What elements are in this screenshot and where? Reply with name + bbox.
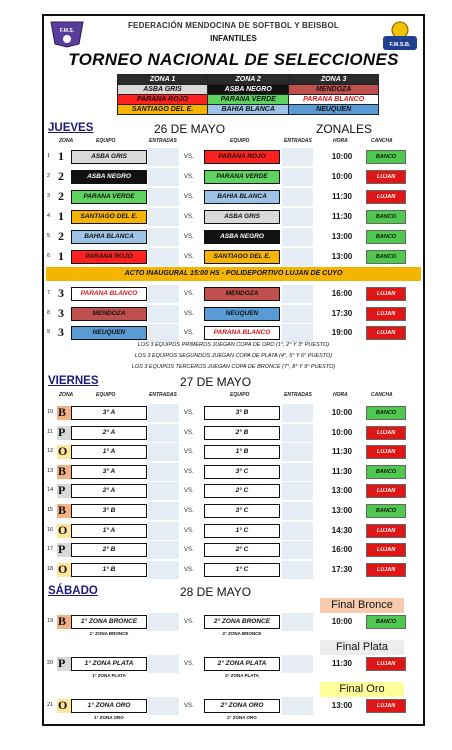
- home-runs-field: [148, 148, 179, 166]
- field-badge: LUJAN: [366, 170, 406, 184]
- zone-label: P: [58, 656, 66, 670]
- game-row: [44, 187, 423, 207]
- game-row: [44, 284, 423, 304]
- zone-label: B: [58, 463, 67, 478]
- field-badge: LUJAN: [366, 287, 406, 301]
- away-team: PARANA BLANCO: [204, 326, 280, 340]
- zone-label: 2: [58, 169, 64, 183]
- logo-left-text: F.M.S.: [59, 28, 75, 34]
- zone-label: 1: [58, 149, 64, 163]
- away-runs-field: [282, 463, 313, 481]
- game-row: [44, 207, 423, 227]
- zone-label: P: [58, 483, 66, 498]
- away-runs-field: [282, 502, 313, 520]
- away-team: SANTIAGO DEL E.: [204, 250, 280, 264]
- home-team: 3° B: [71, 504, 147, 518]
- field-badge: LUJAN: [366, 426, 406, 440]
- schedule-sheet: [42, 14, 425, 726]
- day-sabado: SÁBADO: [48, 585, 98, 597]
- final-label: Final Plata: [320, 640, 404, 655]
- away-team: 1° C: [204, 563, 280, 577]
- vs-label: VS.: [184, 547, 194, 554]
- away-team: NEUQUEN: [204, 307, 280, 321]
- final-label: Final Oro: [320, 682, 404, 697]
- col-equipo: EQUIPO: [96, 138, 116, 144]
- home-runs-field: [148, 305, 179, 323]
- away-team: 1° B: [204, 445, 280, 459]
- vs-label: VS.: [184, 703, 194, 709]
- away-team: ASBA GRIS: [204, 210, 280, 224]
- zone-team-cell: SANTIAGO DEL E.: [118, 105, 208, 115]
- vs-label: VS.: [184, 234, 194, 240]
- game-time: 14:30: [331, 525, 353, 535]
- game-row: [44, 227, 423, 247]
- logo-right-text: F.M.S.B.: [389, 42, 411, 48]
- home-team: NEUQUEN: [71, 326, 147, 340]
- game-row: [44, 654, 423, 674]
- zone-label: O: [58, 522, 68, 537]
- away-runs-field: [282, 443, 313, 461]
- away-runs-field: [282, 285, 313, 303]
- game-number: 10: [47, 409, 54, 415]
- home-team: PARANA ROJO: [71, 250, 147, 264]
- game-time: 10:00: [331, 152, 353, 161]
- game-number: 21: [47, 702, 54, 708]
- col-equipo: EQUIPO: [230, 138, 250, 144]
- away-team: 1° C: [204, 524, 280, 538]
- vs-label: VS.: [184, 214, 194, 220]
- game-number: 8: [47, 309, 51, 316]
- home-team: ASBA NEGRO: [71, 170, 147, 184]
- game-time: 13:00: [331, 701, 353, 710]
- game-time: 11:30: [331, 659, 353, 668]
- game-row: [44, 521, 423, 541]
- field-badge: LUJAN: [366, 524, 406, 538]
- team-placeholder-label: 2° ZONA PLATA: [225, 673, 259, 678]
- away-runs-field: [282, 305, 313, 323]
- game-time: 16:00: [331, 289, 353, 298]
- home-team: 1° ZONA BRONCE: [71, 615, 147, 629]
- zone-team-cell: PARANA BLANCO: [289, 95, 379, 105]
- home-team: SANTIAGO DEL E.: [71, 210, 147, 224]
- col-entradas: ENTRADAS: [149, 138, 177, 144]
- home-team: 1° ZONA ORO: [71, 699, 147, 713]
- game-number: 17: [47, 546, 54, 553]
- home-runs-field: [148, 324, 179, 342]
- vs-label: VS.: [184, 194, 194, 200]
- game-number: 20: [47, 660, 54, 666]
- game-number: 9: [47, 329, 51, 335]
- away-runs-field: [282, 655, 313, 673]
- zone-label: 3: [58, 286, 64, 300]
- away-team: 3° C: [204, 504, 280, 518]
- zone-team-cell: PARANA VERDE: [208, 95, 289, 105]
- game-number: 18: [47, 565, 54, 572]
- away-team: 2° ZONA PLATA: [204, 657, 280, 671]
- away-runs-field: [282, 424, 313, 442]
- game-number: 6: [47, 253, 51, 259]
- field-badge: LUJAN: [366, 445, 406, 459]
- away-runs-field: [282, 148, 313, 166]
- zone-header: ZONA 3: [289, 75, 379, 85]
- vs-label: VS.: [184, 566, 194, 573]
- away-team: 3° C: [204, 465, 280, 479]
- home-runs-field: [148, 655, 179, 673]
- field-badge: BANCO: [366, 504, 406, 518]
- col-hora: HORA: [333, 138, 348, 144]
- home-runs-field: [148, 404, 179, 422]
- vs-label: VS.: [184, 254, 194, 260]
- home-team: 1° ZONA PLATA: [71, 657, 147, 671]
- note-gold: LOS 3 EQUIPOS PRIMEROS JUEGAN COPA DE ORO (1°, 2° Y 3° PUESTO): [137, 342, 330, 348]
- final-label: Final Bronce: [320, 598, 404, 613]
- col-equipo: EQUIPO: [230, 392, 250, 398]
- game-number: 2: [47, 173, 51, 179]
- home-team: 1° A: [71, 524, 147, 538]
- page-title: TORNEO NACIONAL DE SELECCIONES: [68, 50, 399, 69]
- category-label: INFANTILES: [210, 34, 257, 43]
- home-team: 3° A: [71, 465, 147, 479]
- game-time: 10:00: [331, 427, 353, 437]
- game-time: 16:00: [331, 545, 353, 555]
- zone-label: P: [58, 424, 66, 439]
- home-runs-field: [148, 443, 179, 461]
- vs-label: VS.: [184, 429, 194, 436]
- away-runs-field: [282, 188, 313, 206]
- game-row: [44, 247, 423, 267]
- zone-team-cell: ASBA NEGRO: [208, 85, 289, 95]
- home-team: ASBA GRIS: [71, 150, 147, 164]
- vs-label: VS.: [184, 527, 194, 534]
- game-time: 10:00: [331, 408, 353, 417]
- game-time: 13:00: [331, 506, 353, 515]
- game-number: 14: [47, 487, 54, 494]
- field-badge: BANCO: [366, 150, 406, 164]
- game-row: [44, 304, 423, 324]
- game-number: 16: [47, 526, 54, 533]
- zone-label: O: [58, 698, 68, 712]
- home-team: 2° A: [71, 426, 147, 440]
- field-badge: BANCO: [366, 465, 406, 479]
- home-team: BAHIA BLANCA: [71, 230, 147, 244]
- game-number: 15: [47, 507, 54, 513]
- date-sabado: 28 DE MAYO: [180, 585, 252, 599]
- team-placeholder-label: 1° ZONA PLATA: [92, 673, 126, 678]
- home-team: MENDOZA: [71, 307, 147, 321]
- vs-label: VS.: [184, 488, 194, 495]
- field-badge: BANCO: [366, 406, 406, 420]
- home-runs-field: [148, 482, 179, 500]
- field-badge: LUJAN: [366, 699, 406, 713]
- game-number: 13: [47, 467, 54, 474]
- zone-label: 2: [58, 189, 64, 203]
- zone-team-cell: ASBA GRIS: [118, 85, 208, 95]
- away-runs-field: [282, 541, 313, 559]
- game-time: 17:30: [331, 308, 353, 318]
- home-runs-field: [148, 522, 179, 540]
- zone-team-cell: PARANA ROJO: [118, 95, 208, 105]
- team-placeholder-label: 2° ZONA ORO: [227, 715, 257, 720]
- zone-label: B: [58, 503, 67, 517]
- field-badge: BANCO: [366, 615, 406, 629]
- away-team: MENDOZA: [204, 287, 280, 301]
- col-entradas: ENTRADAS: [149, 392, 177, 398]
- away-team: 2° C: [204, 484, 280, 498]
- game-time: 13:00: [331, 252, 353, 261]
- field-badge: LUJAN: [366, 190, 406, 204]
- game-row: [44, 442, 423, 462]
- game-row: [44, 323, 423, 343]
- away-runs-field: [282, 561, 313, 579]
- game-row: [44, 612, 423, 632]
- zone-header: ZONA 2: [208, 75, 289, 85]
- team-placeholder-label: 2° ZONA BRONCE: [222, 631, 262, 636]
- game-time: 10:00: [331, 617, 353, 626]
- day-viernes: VIERNES: [48, 375, 99, 387]
- vs-label: VS.: [184, 449, 194, 456]
- home-runs-field: [148, 561, 179, 579]
- home-team: 1° B: [71, 563, 147, 577]
- zone-label: P: [58, 542, 66, 557]
- zone-label: 3: [58, 325, 64, 339]
- col-cancha: CANCHA: [371, 392, 393, 398]
- game-time: 13:00: [331, 232, 353, 241]
- game-time: 13:00: [331, 486, 353, 496]
- zone-label: 2: [58, 229, 64, 243]
- col-cancha: CANCHA: [371, 138, 393, 144]
- home-team: PARANA BLANCO: [71, 287, 147, 301]
- away-runs-field: [282, 208, 313, 226]
- field-badge: LUJAN: [366, 543, 406, 557]
- home-runs-field: [148, 248, 179, 266]
- team-placeholder-label: 1° ZONA ORO: [94, 715, 124, 720]
- away-team: BAHIA BLANCA: [204, 190, 280, 204]
- away-runs-field: [282, 168, 313, 186]
- date-viernes: 27 DE MAYO: [180, 375, 252, 389]
- home-runs-field: [148, 502, 179, 520]
- zone-team-cell: NEUQUEN: [289, 105, 379, 115]
- home-team: 3° A: [71, 406, 147, 420]
- field-badge: LUJAN: [366, 563, 406, 577]
- vs-label: VS.: [184, 310, 194, 317]
- home-team: 2° B: [71, 543, 147, 557]
- zone-label: B: [58, 405, 67, 419]
- away-team: PARANA ROJO: [204, 150, 280, 164]
- vs-label: VS.: [184, 174, 194, 180]
- field-badge: BANCO: [366, 250, 406, 264]
- note-bronze: LOS 3 EQUIPOS TERCEROS JUEGAN COPA DE BRONCE (7°, 8° Y 9° PUESTO): [131, 364, 336, 370]
- game-row: [44, 560, 423, 580]
- home-team: PARANA VERDE: [71, 190, 147, 204]
- col-equipo: EQUIPO: [96, 392, 116, 398]
- game-row: [44, 501, 423, 521]
- away-runs-field: [282, 613, 313, 631]
- away-team: 3° B: [204, 406, 280, 420]
- game-row: [44, 147, 423, 167]
- game-time: 11:30: [331, 212, 353, 221]
- home-runs-field: [148, 285, 179, 303]
- game-row: [44, 481, 423, 501]
- home-runs-field: [148, 208, 179, 226]
- field-badge: LUJAN: [366, 657, 406, 671]
- field-badge: LUJAN: [366, 484, 406, 498]
- game-time: 11:30: [331, 447, 353, 457]
- vs-label: VS.: [184, 410, 194, 416]
- away-runs-field: [282, 404, 313, 422]
- home-team: 1° A: [71, 445, 147, 459]
- game-row: [44, 403, 423, 423]
- game-row: [44, 462, 423, 482]
- game-number: 19: [47, 618, 54, 624]
- home-team: 2° A: [71, 484, 147, 498]
- game-number: 3: [47, 193, 51, 199]
- field-badge: BANCO: [366, 230, 406, 244]
- game-number: 12: [47, 448, 54, 455]
- away-runs-field: [282, 324, 313, 342]
- zone-label: 1: [58, 249, 64, 263]
- away-team: 2° ZONA BRONCE: [204, 615, 280, 629]
- vs-label: VS.: [184, 154, 194, 160]
- team-placeholder-label: 1° ZONA BRONCE: [89, 631, 129, 636]
- vs-label: VS.: [184, 508, 194, 514]
- away-runs-field: [282, 482, 313, 500]
- home-runs-field: [148, 463, 179, 481]
- zone-team-cell: MENDOZA: [289, 85, 379, 95]
- game-row: [44, 423, 423, 443]
- col-entradas: ENTRADAS: [284, 138, 312, 144]
- date-jueves: 26 DE MAYO: [154, 122, 226, 136]
- game-time: 11:30: [331, 192, 353, 201]
- zone-label: O: [58, 444, 68, 459]
- inaugural-act-banner: ACTO INAUGURAL 15:00 HS - POLIDEPORTIVO LUJAN DE CUYO: [46, 267, 421, 281]
- zone-team-cell: BAHIA BLANCA: [208, 105, 289, 115]
- home-runs-field: [148, 424, 179, 442]
- vs-label: VS.: [184, 661, 194, 667]
- away-runs-field: [282, 228, 313, 246]
- away-runs-field: [282, 248, 313, 266]
- away-runs-field: [282, 522, 313, 540]
- zone-label: 3: [58, 305, 64, 320]
- home-runs-field: [148, 697, 179, 715]
- vs-label: VS.: [184, 330, 194, 336]
- game-number: 11: [47, 428, 53, 435]
- zone-header: ZONA 1: [118, 75, 208, 85]
- game-number: 1: [47, 153, 51, 159]
- game-time: 10:00: [331, 172, 353, 181]
- vs-label: VS.: [184, 468, 194, 475]
- away-team: ASBA NEGRO: [204, 230, 280, 244]
- federation-name: FEDERACIÓN MENDOCINA DE SOFTBOL Y BEISBOL: [127, 21, 340, 30]
- away-team: 2° C: [204, 543, 280, 557]
- game-row: [44, 540, 423, 560]
- col-zona: ZONA: [59, 138, 74, 144]
- home-runs-field: [148, 228, 179, 246]
- vs-label: VS.: [184, 291, 194, 297]
- col-entradas: ENTRADAS: [284, 392, 312, 398]
- home-runs-field: [148, 541, 179, 559]
- zones-table: [117, 74, 379, 115]
- home-runs-field: [148, 188, 179, 206]
- game-number: 4: [47, 213, 51, 219]
- field-badge: LUJAN: [366, 307, 406, 321]
- day-jueves: JUEVES: [48, 122, 94, 134]
- game-row: [44, 167, 423, 187]
- col-hora: HORA: [333, 392, 348, 398]
- away-runs-field: [282, 697, 313, 715]
- game-time: 17:30: [331, 564, 353, 574]
- away-team: PARANA VERDE: [204, 170, 280, 184]
- away-team: 2° B: [204, 426, 280, 440]
- field-badge: BANCO: [366, 210, 406, 224]
- game-time: 19:00: [331, 328, 353, 337]
- note-silver: LOS 3 EQUIPOS SEGUNDOS JUEGAN COPA DE PLATA (4°, 5° Y 6° PUESTO): [134, 353, 333, 359]
- home-runs-field: [148, 613, 179, 631]
- field-badge: LUJAN: [366, 326, 406, 340]
- zone-label: B: [58, 614, 67, 628]
- zone-label: 1: [58, 209, 64, 223]
- game-number: 5: [47, 233, 51, 239]
- vs-label: VS.: [184, 619, 194, 625]
- game-row: [44, 696, 423, 716]
- away-team: 2° ZONA ORO: [204, 699, 280, 713]
- zone-label: O: [58, 561, 68, 576]
- col-zona: ZONA: [59, 392, 74, 398]
- phase-label: ZONALES: [316, 122, 373, 136]
- game-time: 11:30: [331, 466, 353, 476]
- game-number: 7: [47, 290, 51, 296]
- home-runs-field: [148, 168, 179, 186]
